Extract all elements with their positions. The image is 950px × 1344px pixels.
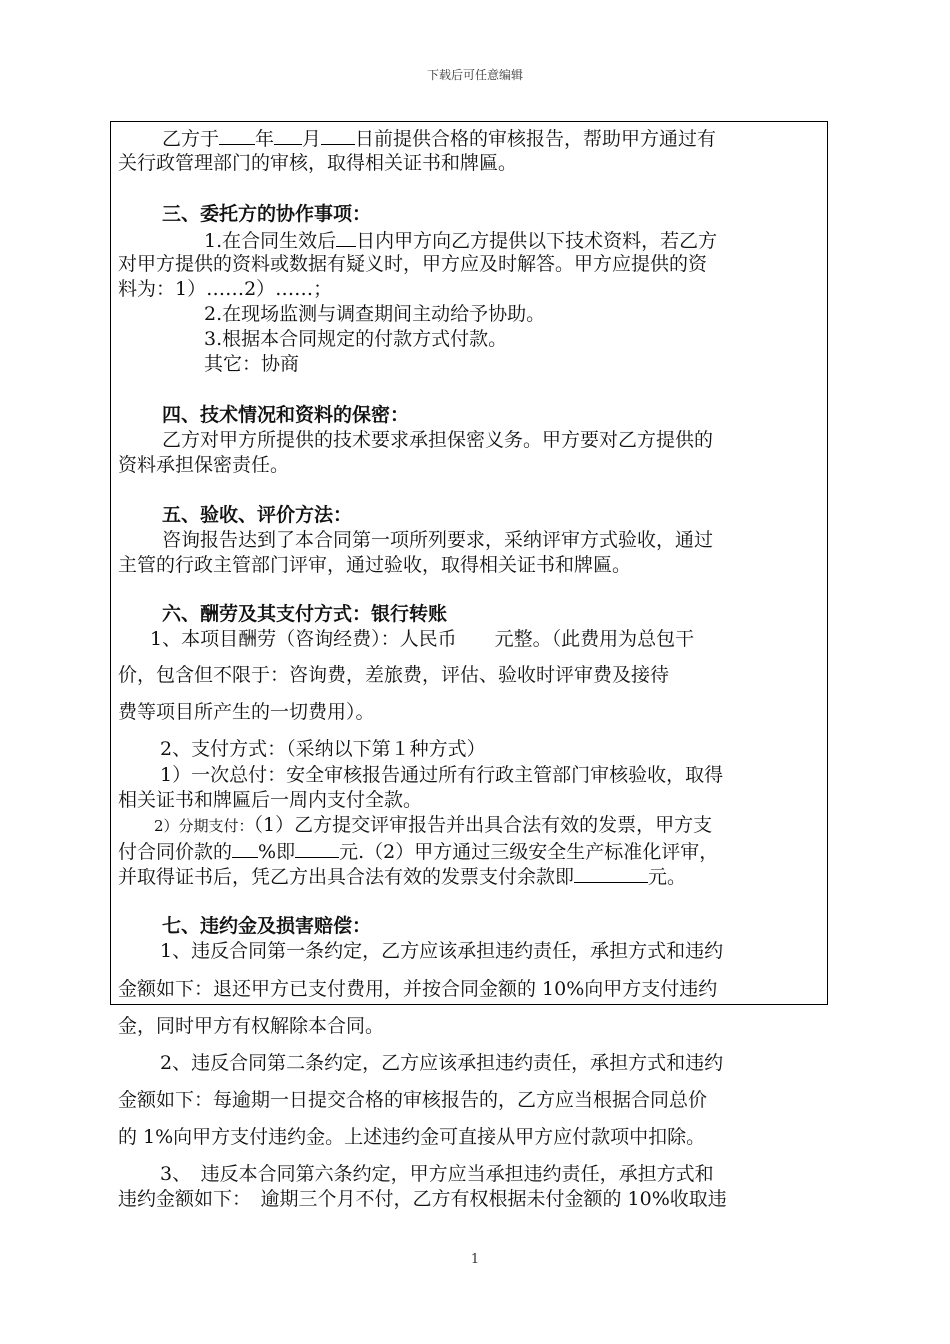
text: 1、本项目酬劳（咨询经费）：人民币: [150, 628, 457, 650]
paragraph-line: [204, 227, 717, 254]
paragraph-line: 主管的行政主管部门评审，通过验收，取得相关证书和牌匾。: [118, 554, 632, 576]
paragraph-line: 费等项目所产生的一切费用）。: [118, 701, 375, 723]
paragraph-line: 金，同时甲方有权解除本合同。: [118, 1015, 385, 1037]
paragraph-line: 3.根据本合同规定的付款方式付款。: [204, 328, 508, 350]
section-6-title: 六、酬劳及其支付方式：银行转账: [162, 603, 448, 625]
text: 年: [255, 128, 275, 150]
paragraph-line: 其它：协商: [204, 353, 300, 375]
blank-month: [274, 125, 302, 145]
paragraph-line: 金额如下：每逾期一日提交合格的审核报告的，乙方应当根据合同总价: [118, 1089, 708, 1111]
text: 元。: [648, 866, 687, 888]
paragraph-line: 价，包含但不限于：咨询费，差旅费，评估、验收时评审费及接待: [118, 664, 670, 686]
text: %即: [258, 841, 296, 863]
text: 乙方于: [162, 128, 220, 150]
page-header: 下载后可任意编辑: [426, 68, 523, 82]
paragraph-line: 料为：1）……2）……；: [118, 278, 333, 300]
paragraph-line: [118, 863, 686, 890]
paragraph-line: 乙方对甲方所提供的技术要求承担保密义务。甲方要对乙方提供的: [162, 429, 714, 451]
section-5-title: 五、验收、评价方法：: [162, 504, 353, 526]
paragraph-line: 关行政管理部门的审核，取得相关证书和牌匾。: [118, 152, 518, 174]
text: 月: [302, 128, 322, 150]
paragraph-line: 1）一次总付：安全审核报告通过所有行政主管部门审核验收，取得: [160, 764, 724, 786]
blank-year: [219, 125, 255, 145]
text: 元整。（此费用为总包干: [494, 628, 695, 650]
section-4-title: 四、技术情况和资料的保密：: [162, 404, 410, 426]
paragraph-line: 对甲方提供的资料或数据有疑义时，甲方应及时解答。甲方应提供的资: [118, 253, 708, 275]
paragraph-line: 资料承担保密责任。: [118, 454, 290, 476]
blank-day: [321, 125, 355, 145]
paragraph-line: 3、 违反本合同第六条约定，甲方应当承担违约责任，承担方式和: [160, 1163, 714, 1185]
text: 1.在合同生效后: [204, 230, 337, 252]
blank-balance: [574, 863, 648, 883]
paragraph-line: 2.在现场监测与调查期间主动给予协助。: [204, 303, 546, 325]
text: 日前提供合格的审核报告，帮助甲方通过有: [355, 128, 717, 150]
paragraph-line: 的 1%向甲方支付违约金。上述违约金可直接从甲方应付款项中扣除。: [118, 1126, 706, 1148]
text: 元.（2）甲方通过三级安全生产标准化评审，: [339, 841, 719, 863]
paragraph-line: 1、违反合同第一条约定，乙方应该承担违约责任，承担方式和违约: [160, 940, 724, 962]
paragraph-line: 咨询报告达到了本合同第一项所列要求，采纳评审方式验收，通过: [162, 529, 714, 551]
text: 日内甲方向乙方提供以下技术资料，若乙方: [356, 230, 718, 252]
text: 付合同价款的: [118, 841, 233, 863]
paragraph-line: 违约金额如下： 逾期三个月不付，乙方有权根据未付金额的 10%收取违: [118, 1188, 727, 1210]
paragraph-line: 2、支付方式：（采纳以下第１种方式）: [160, 738, 486, 760]
paragraph-line: [118, 838, 718, 865]
paragraph-line: [162, 125, 716, 152]
section-7-title: 七、违约金及损害赔偿：: [162, 915, 372, 937]
section-3-title: 三、委托方的协作事项：: [162, 203, 372, 225]
page-number: 1: [470, 1252, 480, 1267]
paragraph-line: 金额如下：退还甲方已支付费用，并按合同金额的 10%向甲方支付违约: [118, 978, 718, 1000]
blank-days: [336, 227, 356, 247]
paragraph-line: [154, 813, 712, 839]
text: 2）分期支付：: [154, 817, 254, 835]
text: 并取得证书后，凭乙方出具合法有效的发票支付余款即: [118, 866, 575, 888]
text: （1）乙方提交评审报告并出具合法有效的发票，甲方支: [253, 814, 713, 836]
paragraph-line: 相关证书和牌匾后一周内支付全款。: [118, 789, 423, 811]
blank-percent: [232, 838, 258, 858]
blank-installment: [295, 838, 339, 858]
paragraph-line: [150, 627, 694, 652]
paragraph-line: 2、违反合同第二条约定，乙方应该承担违约责任，承担方式和违约: [160, 1052, 724, 1074]
